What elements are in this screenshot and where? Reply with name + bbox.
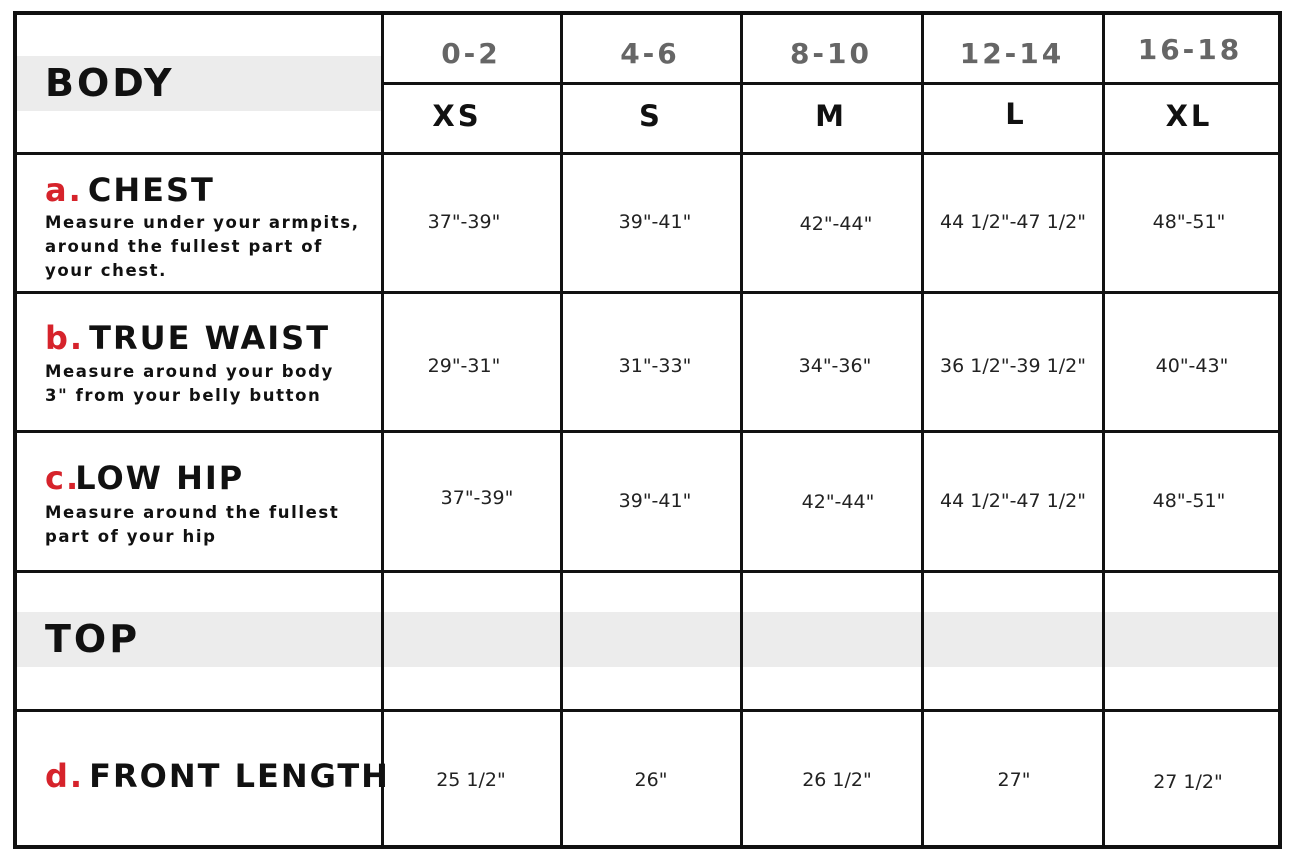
chest-value-l: 44 1/2"-47 1/2" bbox=[940, 211, 1086, 233]
hip-description bbox=[45, 501, 339, 549]
waist-value-xl: 40"-43" bbox=[1155, 355, 1229, 377]
front-length-name: FRONT LENGTH bbox=[89, 757, 390, 795]
size-label-m: M bbox=[815, 99, 847, 133]
chest-name: CHEST bbox=[87, 171, 215, 209]
chest-description-line: your chest. bbox=[45, 261, 168, 280]
front-length-value-l: 27" bbox=[997, 769, 1031, 791]
waist-value-s: 31"-33" bbox=[618, 355, 692, 377]
waist-description-line: 3" from your belly button bbox=[45, 386, 322, 405]
hip-letter: c. bbox=[45, 459, 81, 497]
size-label-s: S bbox=[639, 99, 663, 133]
size-label-xs: XS bbox=[432, 99, 482, 133]
size-chart bbox=[13, 11, 1282, 849]
size-range-s: 4-6 bbox=[620, 37, 680, 70]
chest-description-line: around the fullest part of bbox=[45, 237, 323, 256]
grid-hline bbox=[17, 709, 1278, 712]
waist-value-l: 36 1/2"-39 1/2" bbox=[940, 355, 1086, 377]
front-length-value-xl: 27 1/2" bbox=[1153, 771, 1223, 793]
hip-value-m: 42"-44" bbox=[801, 491, 875, 513]
grid-hline bbox=[17, 430, 1278, 433]
waist-description-line: Measure around your body bbox=[45, 362, 334, 381]
front-length-value-xs: 25 1/2" bbox=[436, 769, 506, 791]
size-range-l: 12-14 bbox=[959, 37, 1065, 70]
waist-name: TRUE WAIST bbox=[89, 319, 331, 357]
size-label-l: L bbox=[1005, 97, 1027, 131]
waist-value-m: 34"-36" bbox=[798, 355, 872, 377]
grid-hline bbox=[17, 291, 1278, 294]
size-range-xl: 16-18 bbox=[1137, 33, 1243, 66]
hip-row-header bbox=[45, 459, 244, 497]
chest-value-xs: 37"-39" bbox=[427, 211, 501, 233]
chest-value-s: 39"-41" bbox=[618, 211, 692, 233]
chest-row-header bbox=[45, 171, 215, 209]
front-length-value-m: 26 1/2" bbox=[802, 769, 872, 791]
front-length-value-s: 26" bbox=[634, 769, 668, 791]
size-range-m: 8-10 bbox=[789, 37, 873, 70]
front-length-letter: d. bbox=[45, 757, 85, 795]
size-range-xs: 0-2 bbox=[441, 37, 501, 70]
size-label-xl: XL bbox=[1165, 99, 1213, 133]
chest-letter: a. bbox=[45, 171, 83, 209]
chest-value-m: 42"-44" bbox=[799, 213, 873, 235]
grid-hline bbox=[381, 82, 1278, 85]
front-length-row-header bbox=[45, 757, 390, 795]
hip-value-l: 44 1/2"-47 1/2" bbox=[940, 490, 1086, 512]
waist-letter: b. bbox=[45, 319, 85, 357]
grid-hline bbox=[17, 152, 1278, 155]
waist-value-xs: 29"-31" bbox=[427, 355, 501, 377]
chest-description bbox=[45, 211, 360, 283]
waist-row-header bbox=[45, 319, 330, 357]
hip-name: LOW HIP bbox=[75, 459, 245, 497]
top-title-band bbox=[17, 612, 1278, 667]
hip-description-line: Measure around the fullest bbox=[45, 503, 340, 522]
hip-description-line: part of your hip bbox=[45, 527, 217, 546]
waist-description bbox=[45, 360, 334, 408]
grid-hline bbox=[17, 570, 1278, 573]
body-section-title: BODY bbox=[45, 61, 175, 105]
hip-value-s: 39"-41" bbox=[618, 490, 692, 512]
hip-value-xl: 48"-51" bbox=[1152, 490, 1226, 512]
top-section-title: TOP bbox=[45, 617, 141, 661]
chest-description-line: Measure under your armpits, bbox=[45, 213, 360, 232]
hip-value-xs: 37"-39" bbox=[440, 487, 514, 509]
chest-value-xl: 48"-51" bbox=[1152, 211, 1226, 233]
